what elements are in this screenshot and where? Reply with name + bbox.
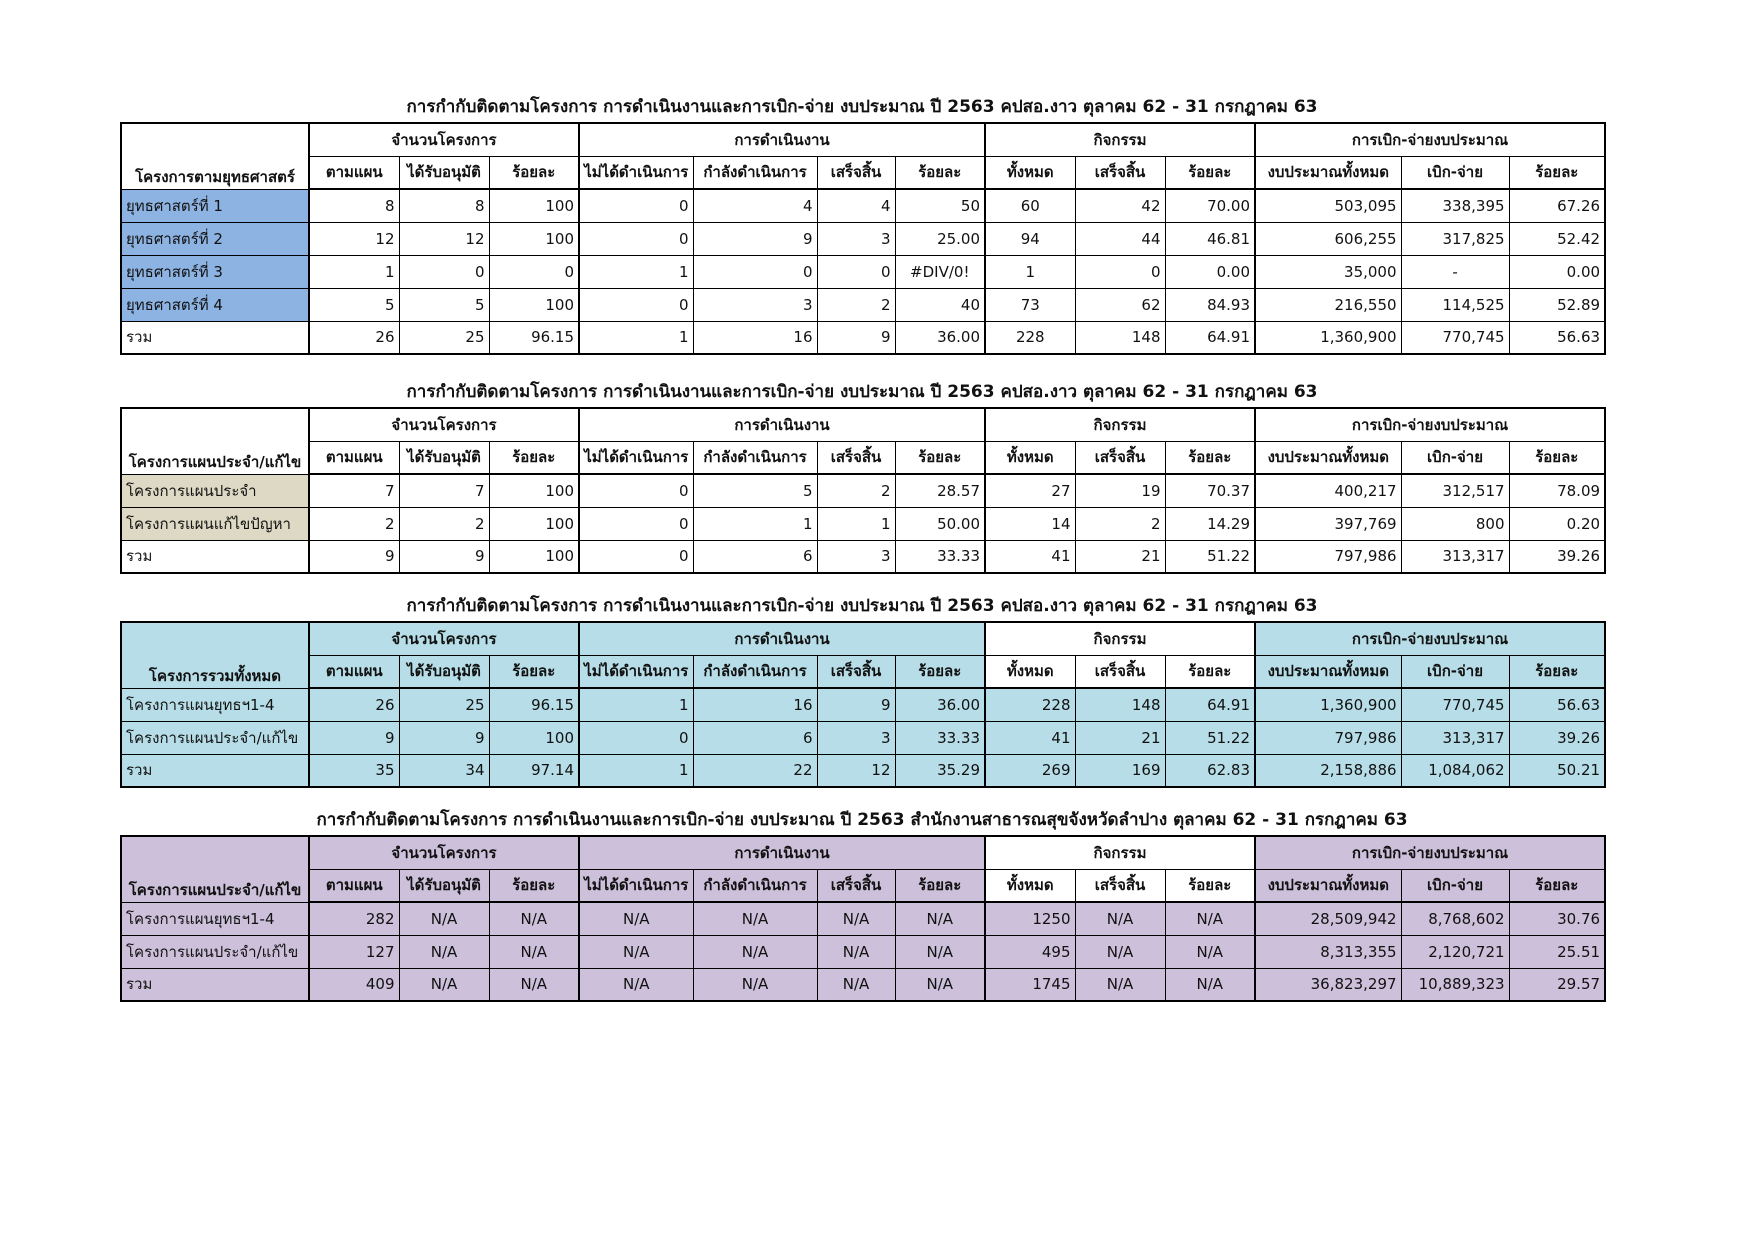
cell: 44 [1075, 222, 1165, 255]
cell: 8 [309, 189, 399, 222]
cell: 46.81 [1165, 222, 1255, 255]
cell: N/A [399, 935, 489, 968]
cell: N/A [693, 968, 817, 1001]
group-header-operations: การดำเนินงาน [579, 836, 985, 869]
cell: 0 [579, 222, 693, 255]
cell: 100 [489, 189, 579, 222]
cell: 100 [489, 540, 579, 573]
cell: 41 [985, 721, 1075, 754]
table-row [121, 255, 1605, 288]
cell: 56.63 [1509, 321, 1605, 354]
column-header: ร้อยละ [895, 441, 985, 474]
cell: 0 [489, 255, 579, 288]
table-row [121, 288, 1605, 321]
cell: 7 [309, 474, 399, 507]
column-header: เสร็จสิ้น [1075, 156, 1165, 189]
cell: 16 [693, 688, 817, 721]
cell: 100 [489, 222, 579, 255]
column-header: เบิก-จ่าย [1401, 869, 1509, 902]
cell: 9 [399, 721, 489, 754]
cell: 22 [693, 754, 817, 787]
cell: 96.15 [489, 688, 579, 721]
cell: 14.29 [1165, 507, 1255, 540]
table-row-total [121, 540, 1605, 573]
table-row [121, 474, 1605, 507]
cell: 9 [817, 321, 895, 354]
cell: N/A [1075, 935, 1165, 968]
cell: N/A [1075, 902, 1165, 935]
cell: N/A [489, 935, 579, 968]
cell: 8,313,355 [1255, 935, 1401, 968]
cell: 39.26 [1509, 721, 1605, 754]
column-header: ร้อยละ [489, 441, 579, 474]
column-header: เสร็จสิ้น [817, 655, 895, 688]
row-label: โครงการแผนแก้ไขปัญหา [121, 507, 309, 540]
cell: 94 [985, 222, 1075, 255]
cell: 100 [489, 474, 579, 507]
cell: 228 [985, 688, 1075, 721]
table-row [121, 721, 1605, 754]
column-header: ตามแผน [309, 869, 399, 902]
table-row-total [121, 321, 1605, 354]
column-header: งบประมาณทั้งหมด [1255, 655, 1401, 688]
group-header-activities: กิจกรรม [985, 408, 1255, 441]
column-header: ร้อยละ [489, 869, 579, 902]
cell: 1,360,900 [1255, 688, 1401, 721]
cell: 25 [399, 321, 489, 354]
cell: 6 [693, 721, 817, 754]
cell: 148 [1075, 688, 1165, 721]
cell: 0 [1075, 255, 1165, 288]
cell: 0 [693, 255, 817, 288]
cell: 5 [309, 288, 399, 321]
cell: 73 [985, 288, 1075, 321]
row-label: โครงการแผนยุทธฯ1-4 [121, 902, 309, 935]
cell: 41 [985, 540, 1075, 573]
cell: 127 [309, 935, 399, 968]
cell: 67.26 [1509, 189, 1605, 222]
column-header: ไม่ได้ดำเนินการ [579, 156, 693, 189]
table-4-title: การกำกับติดตามโครงการ การดำเนินงานและการเบิก-จ่าย งบประมาณ ปี 2563 สำนักงานสาธารณสุขจังหวัดลำปาง ตุลาคม 62 - 31 กรกฎาคม 63 [316, 810, 1408, 830]
cell: 1,360,900 [1255, 321, 1401, 354]
cell: 313,317 [1401, 540, 1509, 573]
cell: N/A [895, 968, 985, 1001]
cell: 12 [309, 222, 399, 255]
cell: 56.63 [1509, 688, 1605, 721]
column-header: ไม่ได้ดำเนินการ [579, 655, 693, 688]
cell: 96.15 [489, 321, 579, 354]
cell: 5 [693, 474, 817, 507]
cell: 770,745 [1401, 321, 1509, 354]
table-row-total [121, 754, 1605, 787]
cell: 228 [985, 321, 1075, 354]
cell: 33.33 [895, 721, 985, 754]
column-header: ไม่ได้ดำเนินการ [579, 869, 693, 902]
group-header-activities: กิจกรรม [985, 123, 1255, 156]
cell: 25.51 [1509, 935, 1605, 968]
cell: 60 [985, 189, 1075, 222]
cell: 84.93 [1165, 288, 1255, 321]
cell: 269 [985, 754, 1075, 787]
row-label: รวม [121, 968, 309, 1001]
corner-label: โครงการแผนประจำ/แก้ไข [121, 836, 309, 902]
row-label: รวม [121, 540, 309, 573]
group-header-activities: กิจกรรม [985, 836, 1255, 869]
cell: 51.22 [1165, 540, 1255, 573]
column-header: ร้อยละ [1165, 869, 1255, 902]
cell: 0.00 [1165, 255, 1255, 288]
cell: 800 [1401, 507, 1509, 540]
column-header: ร้อยละ [1509, 869, 1605, 902]
cell: 36.00 [895, 321, 985, 354]
column-header: ร้อยละ [1509, 655, 1605, 688]
cell: 9 [817, 688, 895, 721]
table-row [121, 902, 1605, 935]
row-label: โครงการแผนประจำ/แก้ไข [121, 721, 309, 754]
cell: 1 [693, 507, 817, 540]
cell: 338,395 [1401, 189, 1509, 222]
cell: - [1401, 255, 1509, 288]
cell: 2 [309, 507, 399, 540]
cell: 397,769 [1255, 507, 1401, 540]
cell: 100 [489, 721, 579, 754]
cell: 35.29 [895, 754, 985, 787]
cell: N/A [579, 935, 693, 968]
cell: 29.57 [1509, 968, 1605, 1001]
cell: 10,889,323 [1401, 968, 1509, 1001]
cell: N/A [489, 902, 579, 935]
cell: 2 [1075, 507, 1165, 540]
table-row [121, 935, 1605, 968]
summary-table [120, 621, 1606, 788]
cell: 3 [817, 540, 895, 573]
cell: 0 [579, 189, 693, 222]
cell: 21 [1075, 540, 1165, 573]
row-label: ยุทธศาสตร์ที่ 2 [121, 222, 309, 255]
cell: 14 [985, 507, 1075, 540]
table-row [121, 222, 1605, 255]
column-header: ร้อยละ [489, 156, 579, 189]
cell: 0 [579, 540, 693, 573]
cell: 100 [489, 507, 579, 540]
cell: 1 [579, 688, 693, 721]
group-header-budget: การเบิก-จ่ายงบประมาณ [1255, 836, 1605, 869]
table-1-title: การกำกับติดตามโครงการ การดำเนินงานและการเบิก-จ่าย งบประมาณ ปี 2563 คปสอ.งาว ตุลาคม 62 - 31 กรกฎาคม 63 [406, 97, 1318, 117]
cell: 1,084,062 [1401, 754, 1509, 787]
cell: 51.22 [1165, 721, 1255, 754]
column-header: เสร็จสิ้น [1075, 441, 1165, 474]
column-header: เบิก-จ่าย [1401, 655, 1509, 688]
column-header: งบประมาณทั้งหมด [1255, 156, 1401, 189]
column-header: ตามแผน [309, 156, 399, 189]
cell: 97.14 [489, 754, 579, 787]
cell: 1 [985, 255, 1075, 288]
cell: 797,986 [1255, 540, 1401, 573]
column-header: เสร็จสิ้น [817, 869, 895, 902]
cell: 503,095 [1255, 189, 1401, 222]
cell: N/A [399, 902, 489, 935]
cell: 52.89 [1509, 288, 1605, 321]
group-header-projects: จำนวนโครงการ [309, 408, 579, 441]
column-header: ทั้งหมด [985, 441, 1075, 474]
cell: 8,768,602 [1401, 902, 1509, 935]
cell: 9 [693, 222, 817, 255]
cell: 50 [895, 189, 985, 222]
group-header-budget: การเบิก-จ่ายงบประมาณ [1255, 408, 1605, 441]
cell: 35,000 [1255, 255, 1401, 288]
cell: 606,255 [1255, 222, 1401, 255]
table-row-total [121, 968, 1605, 1001]
cell: 40 [895, 288, 985, 321]
cell: 6 [693, 540, 817, 573]
column-header: ได้รับอนุมัติ [399, 869, 489, 902]
group-header-budget: การเบิก-จ่ายงบประมาณ [1255, 622, 1605, 655]
cell: 28,509,942 [1255, 902, 1401, 935]
cell: 216,550 [1255, 288, 1401, 321]
cell: 400,217 [1255, 474, 1401, 507]
cell: 770,745 [1401, 688, 1509, 721]
cell: N/A [817, 935, 895, 968]
cell: 28.57 [895, 474, 985, 507]
cell: 62 [1075, 288, 1165, 321]
cell: 1 [579, 321, 693, 354]
cell: N/A [1075, 968, 1165, 1001]
cell: N/A [895, 935, 985, 968]
column-header: เสร็จสิ้น [1075, 869, 1165, 902]
cell: 797,986 [1255, 721, 1401, 754]
cell: 52.42 [1509, 222, 1605, 255]
cell: 2 [399, 507, 489, 540]
routine-table [120, 407, 1606, 574]
group-header-projects: จำนวนโครงการ [309, 622, 579, 655]
cell: 9 [309, 540, 399, 573]
column-header: งบประมาณทั้งหมด [1255, 441, 1401, 474]
cell: N/A [693, 902, 817, 935]
cell: 70.00 [1165, 189, 1255, 222]
cell: 8 [399, 189, 489, 222]
row-label: ยุทธศาสตร์ที่ 3 [121, 255, 309, 288]
cell: 50.21 [1509, 754, 1605, 787]
row-label: โครงการแผนประจำ [121, 474, 309, 507]
table-row [121, 507, 1605, 540]
cell: N/A [817, 902, 895, 935]
corner-label: โครงการตามยุทธศาสตร์ [121, 123, 309, 189]
column-header: ทั้งหมด [985, 655, 1075, 688]
cell: 7 [399, 474, 489, 507]
cell: 9 [399, 540, 489, 573]
cell: 114,525 [1401, 288, 1509, 321]
cell: 148 [1075, 321, 1165, 354]
cell: 19 [1075, 474, 1165, 507]
cell: 42 [1075, 189, 1165, 222]
cell: 0 [579, 721, 693, 754]
column-header: ได้รับอนุมัติ [399, 156, 489, 189]
cell: N/A [1165, 968, 1255, 1001]
row-label: โครงการแผนประจำ/แก้ไข [121, 935, 309, 968]
row-label: ยุทธศาสตร์ที่ 1 [121, 189, 309, 222]
cell: 36,823,297 [1255, 968, 1401, 1001]
column-header: ตามแผน [309, 655, 399, 688]
cell: 3 [693, 288, 817, 321]
group-header-budget: การเบิก-จ่ายงบประมาณ [1255, 123, 1605, 156]
column-header: ร้อยละ [1165, 156, 1255, 189]
cell: 3 [817, 721, 895, 754]
column-header: ทั้งหมด [985, 156, 1075, 189]
cell: N/A [1165, 902, 1255, 935]
cell: 2,120,721 [1401, 935, 1509, 968]
cell: 0.20 [1509, 507, 1605, 540]
table-row [121, 189, 1605, 222]
row-label: โครงการแผนยุทธฯ1-4 [121, 688, 309, 721]
column-header: ไม่ได้ดำเนินการ [579, 441, 693, 474]
cell: 4 [693, 189, 817, 222]
cell: 4 [817, 189, 895, 222]
cell: 35 [309, 754, 399, 787]
column-header: ร้อยละ [1509, 156, 1605, 189]
cell: 64.91 [1165, 321, 1255, 354]
cell: 312,517 [1401, 474, 1509, 507]
cell: 0 [817, 255, 895, 288]
column-header: กำลังดำเนินการ [693, 156, 817, 189]
column-header: เบิก-จ่าย [1401, 156, 1509, 189]
cell: 25 [399, 688, 489, 721]
strategy-table [120, 122, 1606, 355]
column-header: งบประมาณทั้งหมด [1255, 869, 1401, 902]
group-header-activities: กิจกรรม [985, 622, 1255, 655]
table-3-title: การกำกับติดตามโครงการ การดำเนินงานและการเบิก-จ่าย งบประมาณ ปี 2563 คปสอ.งาว ตุลาคม 62 - 31 กรกฎาคม 63 [406, 596, 1318, 616]
group-header-operations: การดำเนินงาน [579, 408, 985, 441]
column-header: ได้รับอนุมัติ [399, 655, 489, 688]
corner-label: โครงการรวมทั้งหมด [121, 622, 309, 688]
cell: N/A [895, 902, 985, 935]
column-header: ได้รับอนุมัติ [399, 441, 489, 474]
cell: N/A [693, 935, 817, 968]
corner-label: โครงการแผนประจำ/แก้ไข [121, 408, 309, 474]
cell: 282 [309, 902, 399, 935]
cell: 33.33 [895, 540, 985, 573]
cell: N/A [489, 968, 579, 1001]
cell: 495 [985, 935, 1075, 968]
cell: 27 [985, 474, 1075, 507]
column-header: เสร็จสิ้น [1075, 655, 1165, 688]
provincial-table [120, 835, 1606, 1002]
column-header: ทั้งหมด [985, 869, 1075, 902]
table-2-title: การกำกับติดตามโครงการ การดำเนินงานและการเบิก-จ่าย งบประมาณ ปี 2563 คปสอ.งาว ตุลาคม 62 - 31 กรกฎาคม 63 [406, 382, 1318, 402]
cell: 169 [1075, 754, 1165, 787]
cell: N/A [579, 968, 693, 1001]
cell: N/A [1165, 935, 1255, 968]
cell: 1 [309, 255, 399, 288]
cell: 1250 [985, 902, 1075, 935]
cell: 409 [309, 968, 399, 1001]
cell: 2 [817, 474, 895, 507]
cell: 70.37 [1165, 474, 1255, 507]
cell: 3 [817, 222, 895, 255]
cell: 64.91 [1165, 688, 1255, 721]
group-header-projects: จำนวนโครงการ [309, 123, 579, 156]
column-header: กำลังดำเนินการ [693, 869, 817, 902]
column-header: เสร็จสิ้น [817, 441, 895, 474]
cell: 1 [579, 255, 693, 288]
group-header-operations: การดำเนินงาน [579, 622, 985, 655]
column-header: ร้อยละ [895, 869, 985, 902]
row-label: ยุทธศาสตร์ที่ 4 [121, 288, 309, 321]
cell: 26 [309, 321, 399, 354]
cell: 1745 [985, 968, 1075, 1001]
cell: 100 [489, 288, 579, 321]
cell: 1 [817, 507, 895, 540]
cell: N/A [399, 968, 489, 1001]
column-header: ตามแผน [309, 441, 399, 474]
cell: 12 [817, 754, 895, 787]
cell: N/A [579, 902, 693, 935]
column-header: กำลังดำเนินการ [693, 655, 817, 688]
cell: 50.00 [895, 507, 985, 540]
cell: 313,317 [1401, 721, 1509, 754]
cell: 62.83 [1165, 754, 1255, 787]
cell: 0 [579, 288, 693, 321]
cell: #DIV/0! [895, 255, 985, 288]
cell: 317,825 [1401, 222, 1509, 255]
cell: 30.76 [1509, 902, 1605, 935]
column-header: ร้อยละ [895, 156, 985, 189]
cell: 9 [309, 721, 399, 754]
cell: 21 [1075, 721, 1165, 754]
cell: 0 [579, 474, 693, 507]
cell: 0 [579, 507, 693, 540]
group-header-operations: การดำเนินงาน [579, 123, 985, 156]
cell: 36.00 [895, 688, 985, 721]
column-header: ร้อยละ [895, 655, 985, 688]
column-header: กำลังดำเนินการ [693, 441, 817, 474]
column-header: เสร็จสิ้น [817, 156, 895, 189]
row-label: รวม [121, 754, 309, 787]
cell: 16 [693, 321, 817, 354]
cell: 78.09 [1509, 474, 1605, 507]
table-row [121, 688, 1605, 721]
row-label: รวม [121, 321, 309, 354]
cell: 25.00 [895, 222, 985, 255]
cell: 1 [579, 754, 693, 787]
column-header: เบิก-จ่าย [1401, 441, 1509, 474]
cell: 0.00 [1509, 255, 1605, 288]
column-header: ร้อยละ [1165, 441, 1255, 474]
cell: 26 [309, 688, 399, 721]
column-header: ร้อยละ [1165, 655, 1255, 688]
column-header: ร้อยละ [489, 655, 579, 688]
cell: N/A [817, 968, 895, 1001]
cell: 39.26 [1509, 540, 1605, 573]
group-header-projects: จำนวนโครงการ [309, 836, 579, 869]
cell: 5 [399, 288, 489, 321]
cell: 34 [399, 754, 489, 787]
cell: 0 [399, 255, 489, 288]
column-header: ร้อยละ [1509, 441, 1605, 474]
cell: 12 [399, 222, 489, 255]
cell: 2 [817, 288, 895, 321]
cell: 2,158,886 [1255, 754, 1401, 787]
